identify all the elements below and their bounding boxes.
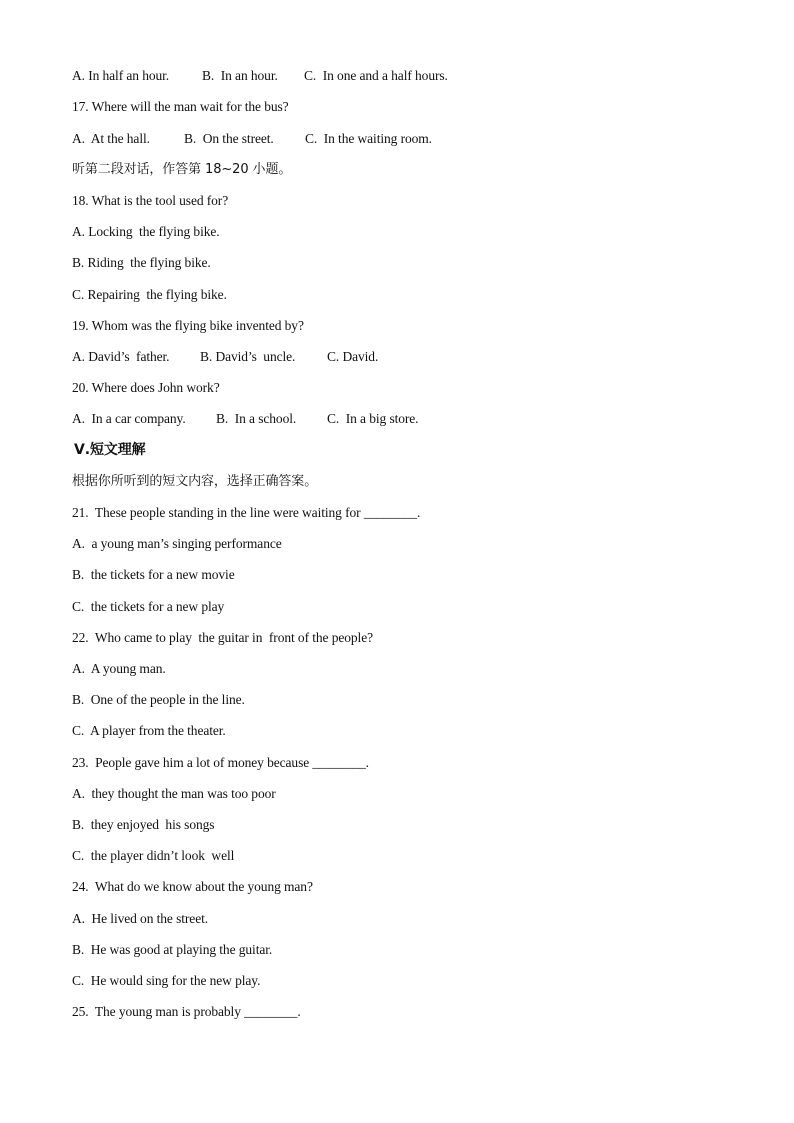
q19-text: 19. Whom was the flying bike invented by? — [72, 318, 304, 333]
q17-options — [72, 130, 432, 148]
q17-text: 17. Where will the man wait for the bus? — [72, 99, 289, 114]
q21-option-a: A. a young man’s singing performance — [72, 536, 282, 551]
q19-option-b: B. David’s uncle. — [200, 349, 296, 364]
q23-option-c: C. the player didn’t look well — [72, 848, 235, 863]
q19-option-a: A. David’s father. — [72, 349, 170, 364]
q16-options — [72, 67, 448, 85]
q24-option-a: A. He lived on the street. — [72, 911, 209, 926]
q21-text: 21. These people standing in the line were waiting for ________. — [72, 505, 421, 520]
q20-option-b: B. In a school. — [216, 411, 297, 426]
q18-option-b: B. Riding the flying bike. — [72, 255, 211, 270]
q19-options — [72, 348, 378, 366]
q21-option-c: C. the tickets for a new play — [72, 599, 225, 614]
q24-option-b: B. He was good at playing the guitar. — [72, 942, 273, 957]
q17-option-c: C. In the waiting room. — [305, 131, 432, 146]
q21-option-b: B. the tickets for a new movie — [72, 567, 235, 582]
q16-option-a: A. In half an hour. — [72, 68, 170, 83]
q23-option-a: A. they thought the man was too poor — [72, 786, 276, 801]
q22-option-a: A. A young man. — [72, 661, 166, 676]
q23-option-b: B. they enjoyed his songs — [72, 817, 215, 832]
q17-option-a: A. At the hall. — [72, 131, 150, 146]
q20-option-c: C. In a big store. — [327, 411, 419, 426]
q18-option-a: A. Locking the flying bike. — [72, 224, 220, 239]
q16-option-c: C. In one and a half hours. — [304, 68, 448, 83]
q18-text: 18. What is the tool used for? — [72, 193, 229, 208]
q24-option-c: C. He would sing for the new play. — [72, 973, 261, 988]
section-v-instruction: 根据你所听到的短文内容，选择正确答案。 — [72, 474, 318, 489]
q22-option-b: B. One of the people in the line. — [72, 692, 245, 707]
q20-text: 20. Where does John work? — [72, 380, 220, 395]
q22-option-c: C. A player from the theater. — [72, 723, 226, 738]
q22-text: 22. Who came to play the guitar in front of the people? — [72, 630, 373, 645]
instruction-18-20: 听第二段对话，作答第 18~20 小题。 — [72, 162, 292, 177]
q23-text: 23. People gave him a lot of money because ________. — [72, 755, 369, 770]
q20-options — [72, 410, 418, 428]
q19-option-c: C. David. — [327, 349, 379, 364]
q24-text: 24. What do we know about the young man? — [72, 879, 313, 894]
section-v-heading: Ⅴ.短文理解 — [74, 442, 146, 458]
q20-option-a: A. In a car company. — [72, 411, 186, 426]
q17-option-b: B. On the street. — [184, 131, 274, 146]
q16-option-b: B. In an hour. — [202, 68, 278, 83]
q18-option-c: C. Repairing the flying bike. — [72, 287, 227, 302]
q25-text: 25. The young man is probably ________. — [72, 1004, 301, 1019]
